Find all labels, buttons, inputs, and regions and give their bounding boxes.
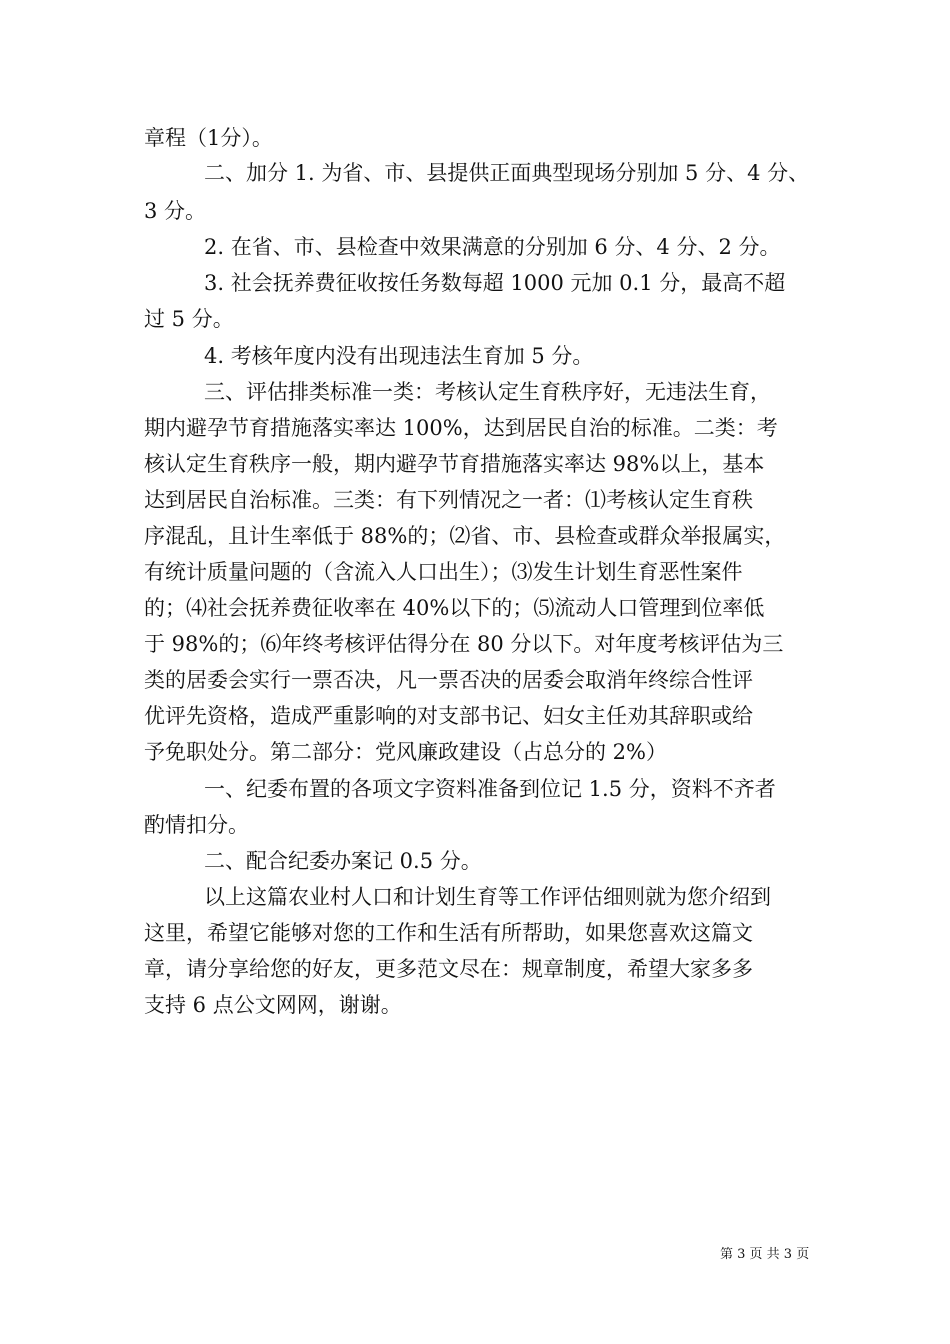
text-line: 二、配合纪委办案记 0.5 分。 [204,849,482,873]
text-line: 2. 在省、市、县检查中效果满意的分别加 6 分、4 分、2 分。 [204,235,781,259]
text-line: 3. 社会抚养费征收按任务数每超 1000 元加 0.1 分，最高不超 [204,271,786,295]
text-line: 期内避孕节育措施落实率达 100%，达到居民自治的标准。二类：考 [144,416,778,440]
text-line: 达到居民自治标准。三类：有下列情况之一者：⑴考核认定生育秩 [144,488,753,512]
text-line: 于 98%的；⑹年终考核评估得分在 80 分以下。对年度考核评估为三 [144,632,784,656]
text-line: 4. 考核年度内没有出现违法生育加 5 分。 [204,344,594,368]
text-line: 酌情扣分。 [144,813,249,837]
text-line: 优评先资格，造成严重影响的对支部书记、妇女主任劝其辞职或给 [144,704,753,728]
text-line: 予免职处分。第二部分：党风廉政建设（占总分的 2%） [144,740,667,764]
text-line: 有统计质量问题的（含流入人口出生）；⑶发生计划生育恶性案件 [144,560,743,584]
text-line: 三、评估排类标准一类：考核认定生育秩序好，无违法生育， [204,380,771,404]
text-line: 3 分。 [144,199,207,223]
page-footer: 第 3 页 共 3 页 [720,1247,810,1262]
text-line: 以上这篇农业村人口和计划生育等工作评估细则就为您介绍到 [204,885,771,909]
text-line: 这里，希望它能够对您的工作和生活有所帮助，如果您喜欢这篇文 [144,921,753,945]
text-line: 核认定生育秩序一般，期内避孕节育措施落实率达 98%以上，基本 [144,452,765,476]
text-line: 一、纪委布置的各项文字资料准备到位记 1.5 分，资料不齐者 [204,777,776,801]
text-line: 过 5 分。 [144,307,234,331]
text-line: 类的居委会实行一票否决，凡一票否决的居委会取消年终综合性评 [144,668,753,692]
text-line: 章，请分享给您的好友，更多范文尽在：规章制度，希望大家多多 [144,957,753,981]
text-line: 章程（1分）。 [144,126,273,150]
text-line: 的；⑷社会抚养费征收率在 40%以下的；⑸流动人口管理到位率低 [144,596,765,620]
text-line: 序混乱，且计生率低于 88%的；⑵省、市、县检查或群众举报属实， [144,524,786,548]
text-line: 二、加分 1. 为省、市、县提供正面典型现场分别加 5 分、4 分、 [204,161,810,185]
text-line: 支持 6 点公文网网，谢谢。 [144,993,402,1017]
